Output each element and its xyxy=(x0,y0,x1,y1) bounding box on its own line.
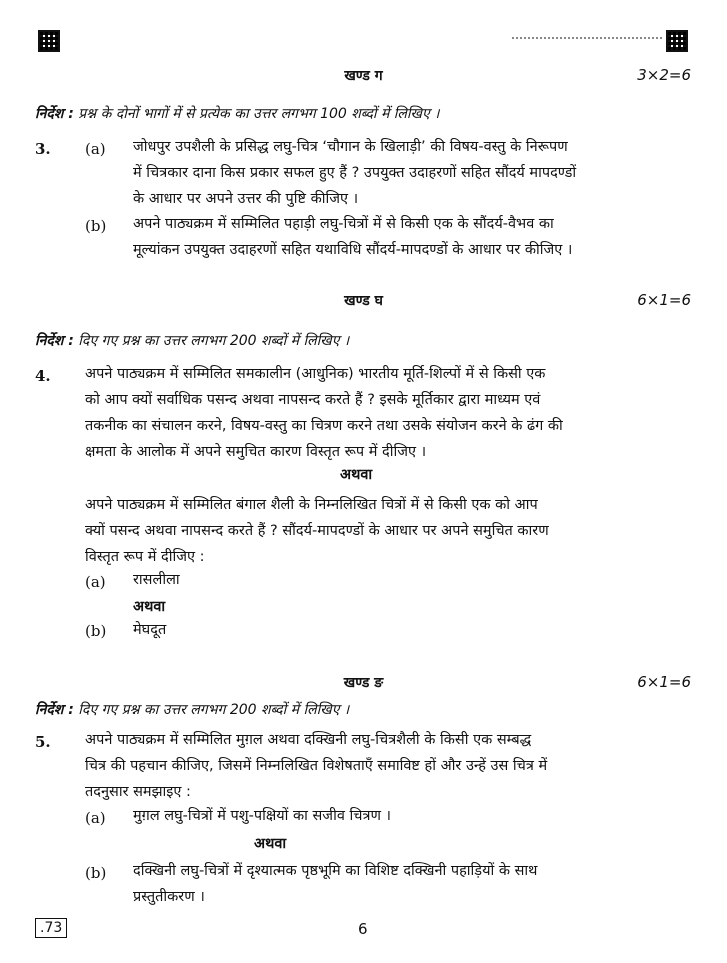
question-5b-text xyxy=(133,858,655,910)
section-c-marks: 3×2=6 xyxy=(637,66,691,84)
question-4b-text: मेघदूत xyxy=(133,622,167,638)
section-d-instruction xyxy=(35,331,349,350)
text-line: के आधार पर अपने उत्तर की पुष्टि कीजिए । xyxy=(133,191,359,207)
text-line: प्रस्तुतीकरण । xyxy=(133,889,205,905)
text-line: क्षमता के आलोक में अपने समुचित कारण विस्तृत रूप में दीजिए । xyxy=(85,444,427,460)
paper-code-box: .73 xyxy=(35,918,67,938)
text-line: में चित्रकार दाना किस प्रकार सफल हुए हैं ? उपयुक्त उदाहरणों सहित सौंदर्य मापदण्डों xyxy=(133,165,577,181)
question-4a-text: रासलीला xyxy=(133,572,180,588)
header-dotted-rule xyxy=(512,37,662,39)
text-line: मूल्यांकन उपयुक्त उदाहरणों सहित यथाविधि सौंदर्य-मापदण्डों के आधार पर कीजिए । xyxy=(133,242,573,258)
text-line: क्यों पसन्द अथवा नापसन्द करते हैं ? सौंदर्य-मापदण्डों के आधार पर अपने समुचित कारण xyxy=(85,523,549,539)
section-d-title: खण्ड घ xyxy=(344,293,383,309)
or-divider: अथवा xyxy=(254,836,287,852)
sub-label: (b) xyxy=(85,864,107,882)
text-line: चित्र की पहचान कीजिए, जिसमें निम्नलिखित विशेषताएँ समाविष्ट हों और उन्हें उस चित्र में xyxy=(85,758,548,774)
or-divider: अथवा xyxy=(133,599,166,615)
text-line: अपने पाठ्यक्रम में सम्मिलित समकालीन (आधुनिक) भारतीय मूर्ति-शिल्पों में से किसी एक xyxy=(85,366,546,382)
question-5a-text: मुग़ल लघु-चित्रों में पशु-पक्षियों का सजीव चित्रण । xyxy=(133,808,392,824)
qr-code-left-icon xyxy=(38,30,60,52)
instruction-label: निर्देश : xyxy=(35,702,74,718)
sub-label: (b) xyxy=(85,622,107,640)
text-line: जोधपुर उपशैली के प्रसिद्ध लघु-चित्र ‘चौगान के खिलाड़ी’ की विषय-वस्तु के निरूपण xyxy=(133,139,568,155)
qr-code-right-icon xyxy=(666,30,688,52)
question-4-alt-text xyxy=(85,492,655,570)
question-3b-text xyxy=(133,211,655,263)
text-line: को आप क्यों सर्वाधिक पसन्द अथवा नापसन्द करते हैं ? इसके मूर्तिकार द्वारा माध्यम एवं xyxy=(85,392,541,408)
question-4-text xyxy=(85,361,655,465)
question-5-text xyxy=(85,727,655,805)
text-line: अपने पाठ्यक्रम में सम्मिलित मुग़ल अथवा दक्खिनी लघु-चित्रशैली के किसी एक सम्बद्ध xyxy=(85,732,532,748)
text-line: दक्खिनी लघु-चित्रों में दृश्यात्मक पृष्ठभूमि का विशिष्ट दक्खिनी पहाड़ियों के साथ xyxy=(133,863,538,879)
question-3a-text xyxy=(133,134,655,212)
text-line: विस्तृत रूप में दीजिए : xyxy=(85,549,205,565)
section-c-title: खण्ड ग xyxy=(344,68,383,84)
question-number: 3. xyxy=(35,140,51,158)
text-line: अपने पाठ्यक्रम में सम्मिलित पहाड़ी लघु-चित्रों में से किसी एक के सौंदर्य-वैभव का xyxy=(133,216,554,232)
instruction-text: दिए गए प्रश्न का उत्तर लगभग 200 शब्दों में लिखिए । xyxy=(78,333,350,349)
or-divider: अथवा xyxy=(340,467,373,483)
sub-label: (a) xyxy=(85,573,106,591)
text-line: तदनुसार समझाइए : xyxy=(85,784,191,800)
section-e-instruction xyxy=(35,700,349,719)
section-e-marks: 6×1=6 xyxy=(637,673,691,691)
instruction-text: दिए गए प्रश्न का उत्तर लगभग 200 शब्दों में लिखिए । xyxy=(78,702,350,718)
page-number: 6 xyxy=(358,920,368,938)
sub-label: (a) xyxy=(85,140,106,158)
instruction-text: प्रश्न के दोनों भागों में से प्रत्येक का उत्तर लगभग 100 शब्दों में लिखिए । xyxy=(78,106,440,122)
section-e-title: खण्ड ङ xyxy=(343,675,384,691)
instruction-label: निर्देश : xyxy=(35,333,74,349)
question-number: 4. xyxy=(35,367,51,385)
sub-label: (a) xyxy=(85,809,106,827)
sub-label: (b) xyxy=(85,217,107,235)
text-line: अपने पाठ्यक्रम में सम्मिलित बंगाल शैली के निम्नलिखित चित्रों में से किसी एक को आप xyxy=(85,497,538,513)
text-line: तकनीक का संचालन करने, विषय-वस्तु का चित्रण करने तथा उसके संयोजन करने के ढंग की xyxy=(85,418,563,434)
section-d-marks: 6×1=6 xyxy=(637,291,691,309)
question-number: 5. xyxy=(35,733,51,751)
section-c-instruction xyxy=(35,104,440,123)
instruction-label: निर्देश : xyxy=(35,106,74,122)
